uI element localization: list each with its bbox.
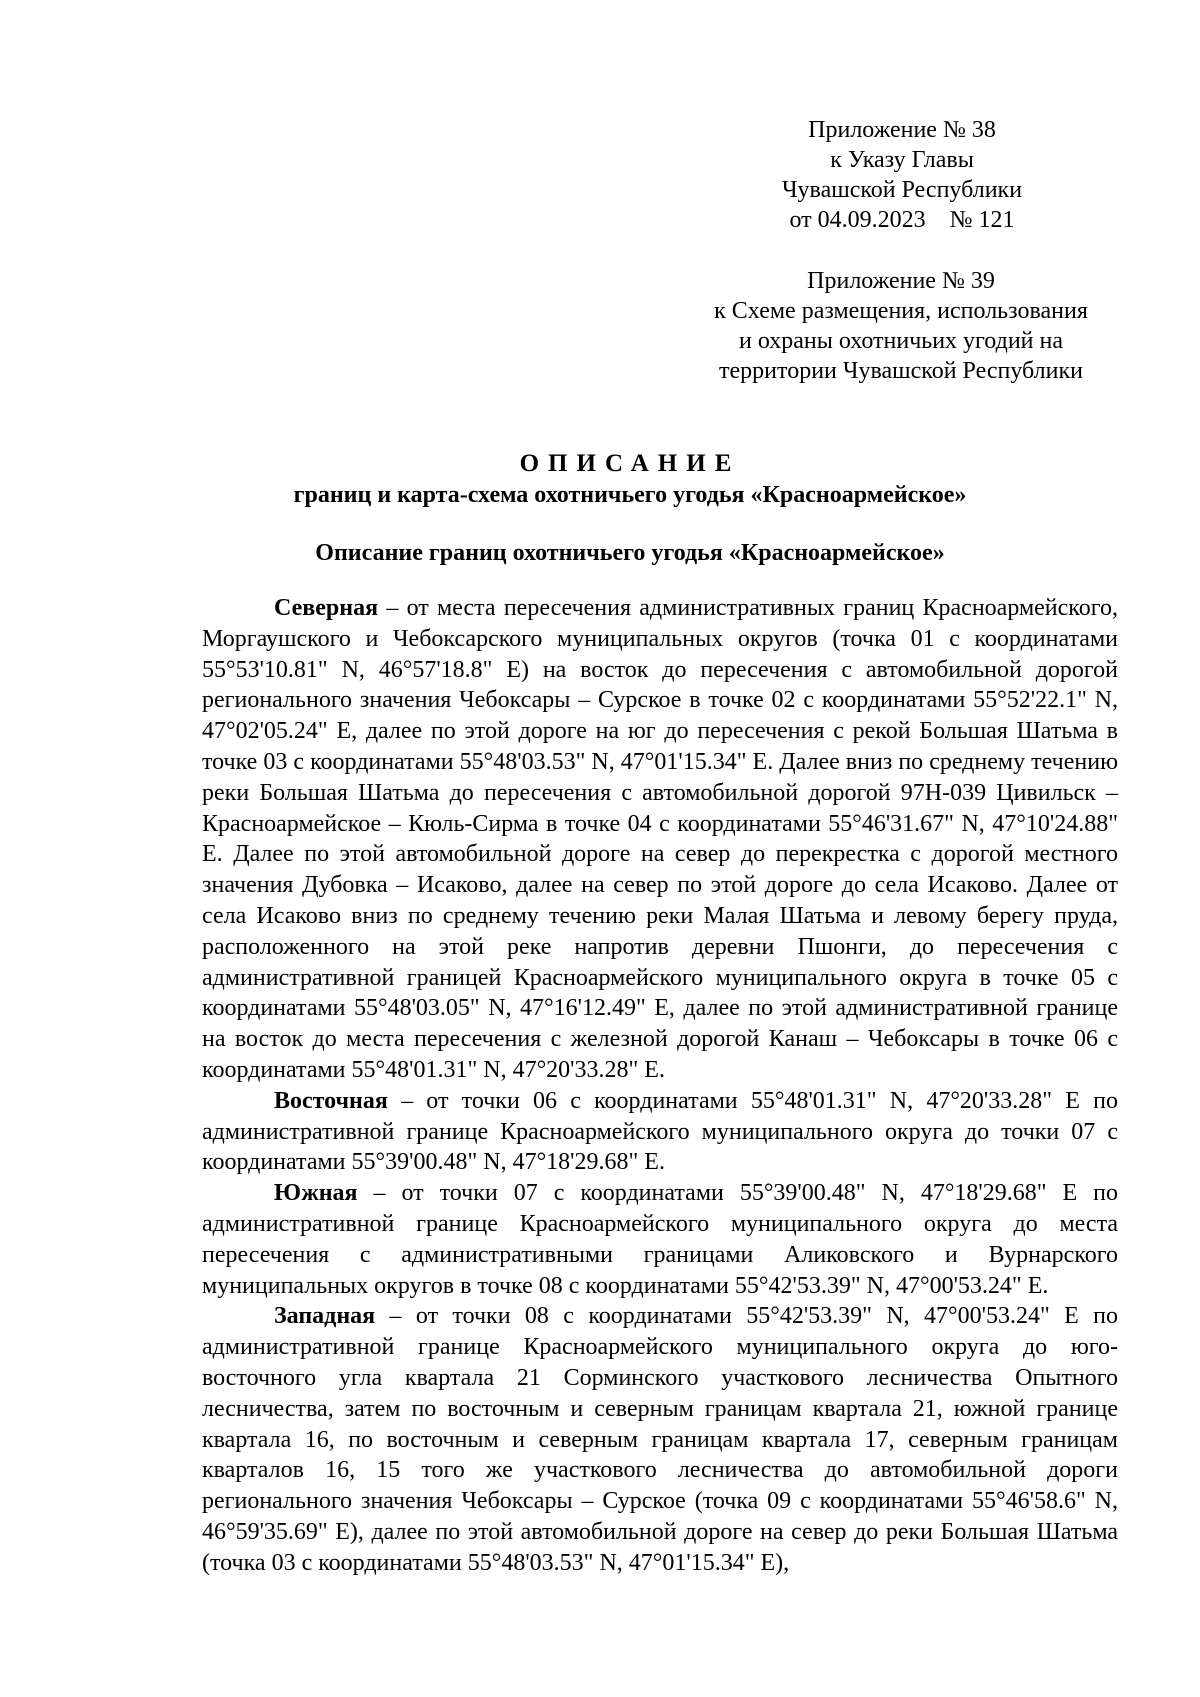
boundary-text: – от точки 08 с координатами 55°42'53.39" N, 47°00'53.24" E по административной границе Красноармейского муниципального округа до юго-восточного угла квартала 21 Сорминского участкового лесничества Опытного лесничества, затем по восточным и северным границам квартала 21, южной границе квартала 16, по восточным и северным границам квартала 17, северным границам кварталов 16, 15 того же участкового лесничества до автомобильной дороги регионального значения Чебоксары – Сурское (точка 09 с координатами 55°46'58.6" N, 46°59'35.69" E), далее по этой автомобильной дороге на север до реки Большая Шатьма (точка 03 с координатами 55°48'03.53" N, 47°01'15.34" E), [202,1303,1118,1576]
boundary-paragraph-north [202,593,1118,1086]
boundary-label: Северная [274,595,379,621]
boundary-label: Южная [274,1180,358,1207]
boundary-paragraph-east [202,1086,1118,1178]
document-subtitle: границ и карта-схема охотничьего угодья «Красноармейское» [293,482,967,508]
appendix-39-block [686,266,1116,386]
boundary-description [202,593,1118,1579]
boundary-text: – от точки 06 с координатами 55°48'01.31" N, 47°20'33.28" E по административной границе Красноармейского муниципального округа до точки 07 с координатами 55°39'00.48" N, 47°18'29.68" E. [202,1087,1118,1176]
boundary-paragraph-south [202,1178,1118,1301]
appendix-38-line: от 04.09.2023 № 121 [789,207,1015,233]
section-heading: Описание границ охотничьего угодья «Красноармейское» [315,540,945,566]
appendix-39-line: к Схеме размещения, использования [714,298,1088,324]
appendix-39-line: территории Чувашской Республики [719,358,1083,384]
boundary-label: Восточная [274,1087,388,1114]
appendix-39-line: и охраны охотничьих угодий на [738,328,1064,354]
boundary-label: Западная [274,1303,376,1330]
appendix-38-line: Чувашской Республики [781,177,1023,203]
appendix-38-line: Приложение № 38 [808,117,996,143]
document-title: ОПИСАНИЕ [519,450,741,477]
boundary-paragraph-west [202,1301,1118,1578]
boundary-text: – от места пересечения административных границ Красноармейского, Моргаушского и Чебоксарского муниципальных округов (точка 01 с координатами 55°53'10.81" N, 46°57'18.8" E) на восток до пересечения с автомобильной дорогой регионального значения Чебоксары – Сурское в точке 02 с координатами 55°52'22.1" N, 47°02'05.24" E, далее по этой дороге на юг до пересечения с рекой Большая Шатьма в точке 03 с координатами 55°48'03.53" N, 47°01'15.34" E. Далее вниз по среднему течению реки Большая Шатьма до пересечения с автомобильной дорогой 97Н-039 Цивильск – Красноармейское – Кюль-Сирма в точке 04 с координатами 55°46'31.67" N, 47°10'24.88" E. Далее по этой автомобильной дороге на север до перекрестка с дорогой местного значения Дубовка – Исаково, далее на север по этой дороге до села Исаково. Далее от села Исаково вниз по среднему течению реки Малая Шатьма и левому берегу пруда, расположенного на этой реке напротив деревни Пшонги, до пересечения с административной границей Красноармейского муниципального округа в точке 05 с координатами 55°48'03.05" N, 47°16'12.49" E, далее по этой административной границе на восток до места пересечения с железной дорогой Канаш – Чебоксары в точке 06 с координатами 55°48'01.31" N, 47°20'33.28" E. [202,595,1118,1083]
appendix-38-line: к Указу Главы [830,147,974,173]
appendix-39-line: Приложение № 39 [807,268,995,294]
boundary-text: – от точки 07 с координатами 55°39'00.48" N, 47°18'29.68" E по административной границе Красноармейского муниципального округа до места пересечения с административными границами Аликовского и Вурнарского муниципальных округов в точке 08 с координатами 55°42'53.39" N, 47°00'53.24" E. [202,1180,1118,1299]
appendix-38-block [752,115,1052,235]
